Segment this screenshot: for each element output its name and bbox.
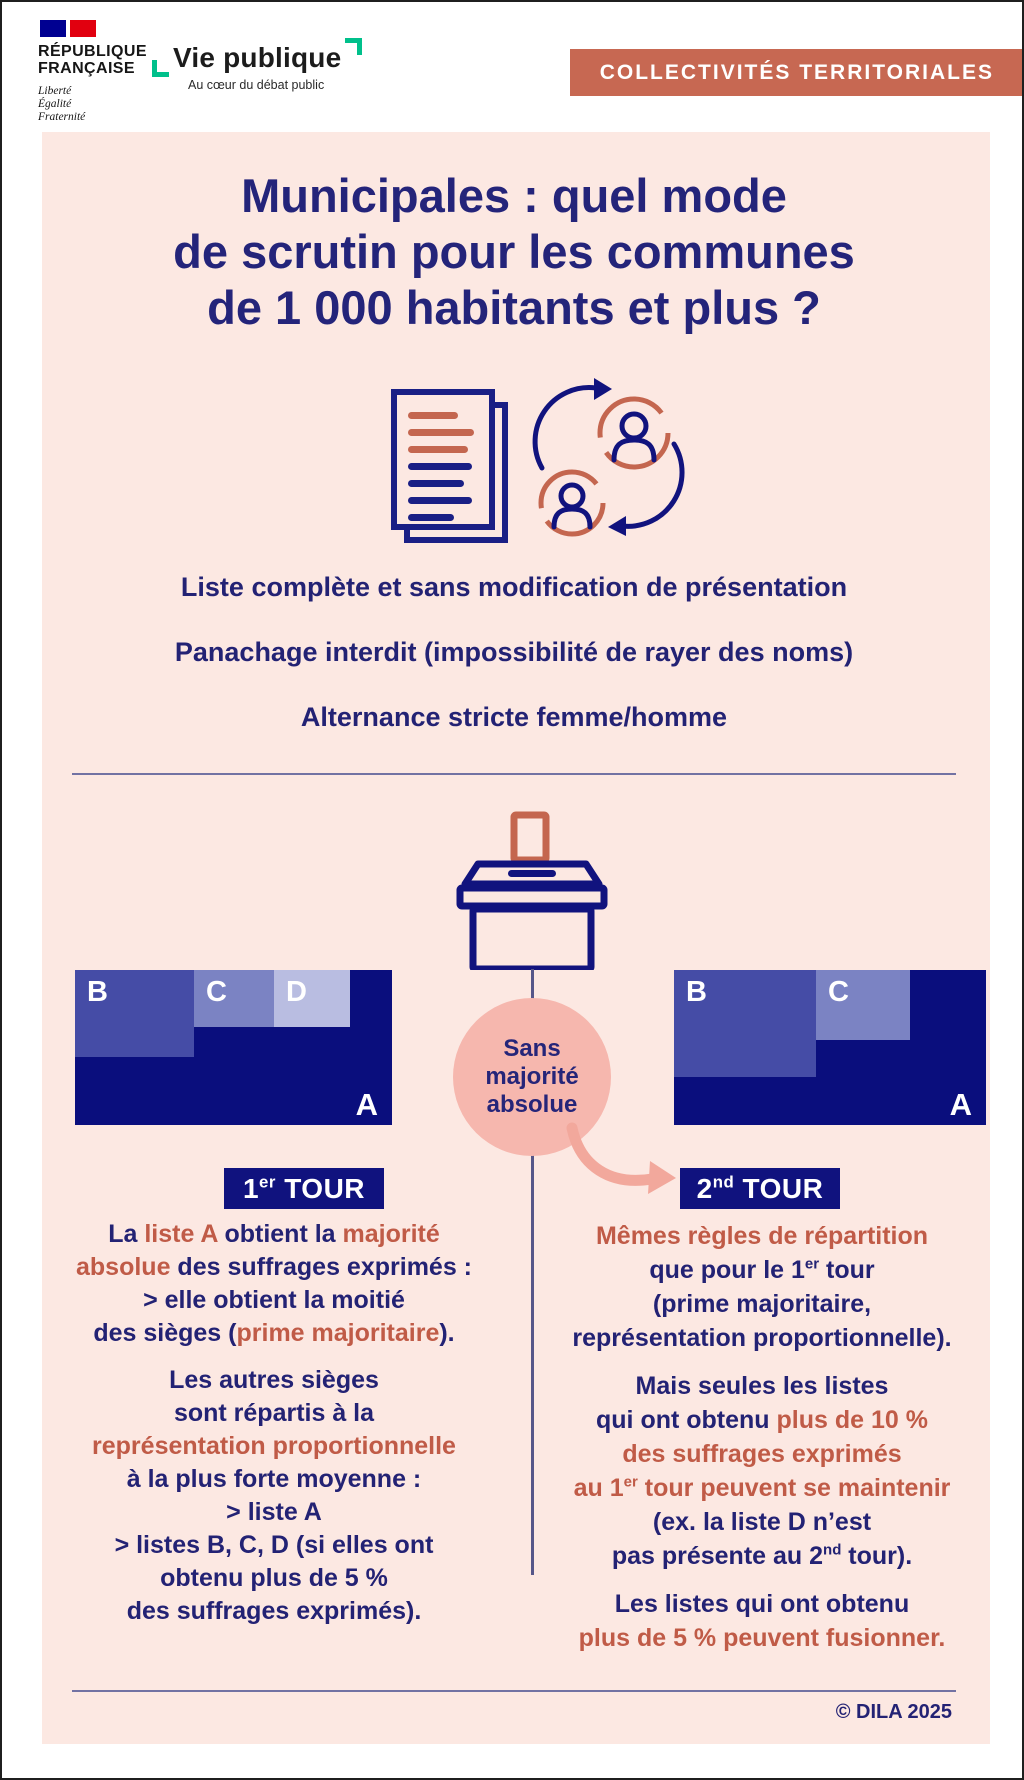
chart-segment-C: C bbox=[194, 970, 274, 1027]
divider bbox=[72, 1690, 956, 1692]
second-round-badge: 2nd TOUR bbox=[680, 1168, 840, 1209]
candidate-list-icon bbox=[387, 374, 512, 544]
republique-francaise-logo bbox=[38, 20, 168, 124]
voting-rules-list: Liste complète et sans modification de présentation Panachage interdit (impossibilité de rayer des noms) Alternance stricte femme/homme bbox=[174, 572, 854, 732]
rf-logo-line1: RÉPUBLIQUE bbox=[38, 43, 147, 60]
green-bracket-icon bbox=[345, 38, 362, 55]
bubble-text: Sans majorité absolue bbox=[485, 1035, 579, 1118]
green-bracket-icon bbox=[152, 60, 169, 77]
page-title: Municipales : quel mode de scrutin pour les communes de 1 000 habitants et plus ? bbox=[173, 169, 855, 334]
chart-base-label: A bbox=[355, 1087, 378, 1122]
chart-segment-D: D bbox=[274, 970, 350, 1027]
first-round-seats-chart bbox=[75, 970, 392, 1125]
rf-logo-line2: FRANÇAISE bbox=[38, 60, 135, 77]
chart-base-label: A bbox=[949, 1087, 972, 1122]
vie-publique-logo bbox=[152, 42, 362, 92]
woman-man-alternation-icon bbox=[522, 372, 692, 540]
chart-segment-B: B bbox=[674, 970, 816, 1077]
first-round-text: La liste A obtient la majorité absolue des suffrages exprimés : > elle obtient la moitié des sièges (prime majoritaire). Les autres sièges sont répartis à la représentation proportionnelle à la plus forte moyenne : > liste A > listes B, C, D (si elles ont obtenu plus de 5 % des suffrages exprimés). bbox=[76, 1220, 472, 1625]
french-flag-icon bbox=[40, 20, 168, 37]
to-second-round-arrow-icon bbox=[542, 1120, 682, 1200]
ballot-box-icon bbox=[442, 808, 622, 970]
rf-motto: Liberté Égalité Fraternité bbox=[38, 85, 86, 123]
first-round-badge: 1er TOUR bbox=[224, 1168, 384, 1209]
second-round-text: Mêmes règles de répartition que pour le 1er tour (prime majoritaire, représentation proportionnelle). Mais seules les listes qui ont obtenu plus de 10 % des suffrages exprimés au 1er tour peuvent se maintenir (ex. la liste D n’est pas présente au 2nd tour). Les listes qui ont obtenu plus de 5 % peuvent fusionner. bbox=[572, 1222, 952, 1652]
topic-badge: COLLECTIVITÉS TERRITORIALES bbox=[570, 49, 1022, 96]
divider bbox=[72, 773, 956, 775]
second-round-seats-chart bbox=[674, 970, 986, 1125]
copyright: © DILA 2025 bbox=[835, 1701, 952, 1723]
vie-publique-name: Vie publique bbox=[173, 42, 342, 73]
vie-publique-tagline: Au cœur du débat public bbox=[188, 78, 325, 92]
chart-segment-C: C bbox=[816, 970, 910, 1040]
chart-segment-B: B bbox=[75, 970, 194, 1057]
